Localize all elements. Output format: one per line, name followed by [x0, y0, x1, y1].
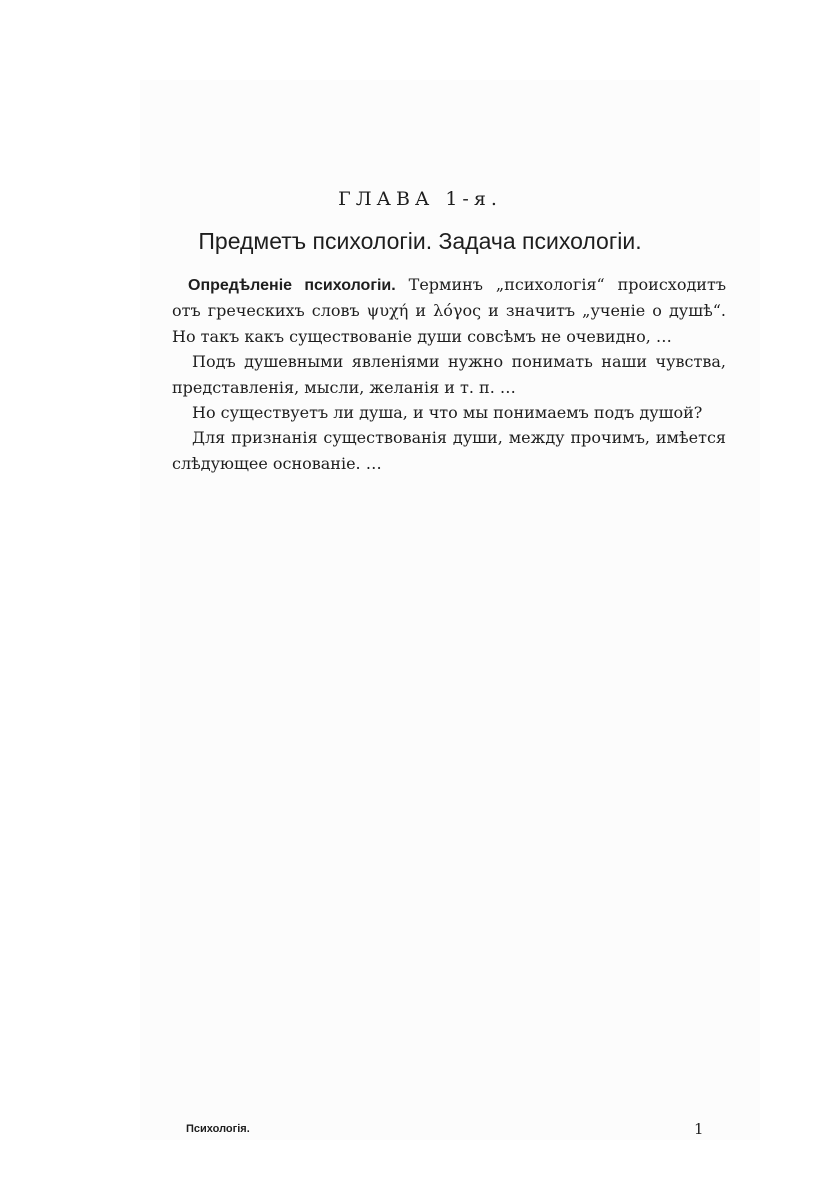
paragraph-text: Но существуетъ ли душа, и что мы понимаемъ подъ душой? — [192, 403, 703, 423]
chapter-label: ГЛАВА 1-я. — [338, 188, 502, 210]
paragraph-text: Подъ душевными явленіями нужно понимать наши чувства, представленія, мысли, желанія и т. п. … — [172, 352, 726, 397]
body-text — [172, 272, 726, 476]
paragraph — [172, 272, 726, 349]
page-number: 1 — [694, 1120, 704, 1138]
paragraph — [172, 400, 726, 425]
paragraph — [172, 349, 726, 400]
chapter-title: Предметъ психологіи. Задача психологіи. — [198, 228, 642, 254]
paragraph-text: Терминъ „психологія“ происходитъ отъ греческихъ словъ ψυχή и λόγος и значитъ „ученіе о душѣ“. Но такъ какъ существованіе души совсѣмъ не очевидно, … — [172, 275, 727, 346]
paragraph-text: Для признанія существованія души, между прочимъ, имѣется слѣдующее основаніе. … — [172, 428, 726, 473]
paragraph — [172, 425, 726, 476]
paragraph-lead: Опредѣленіе психологіи. — [188, 277, 396, 294]
footer-book-title: Психологія. — [186, 1123, 250, 1135]
